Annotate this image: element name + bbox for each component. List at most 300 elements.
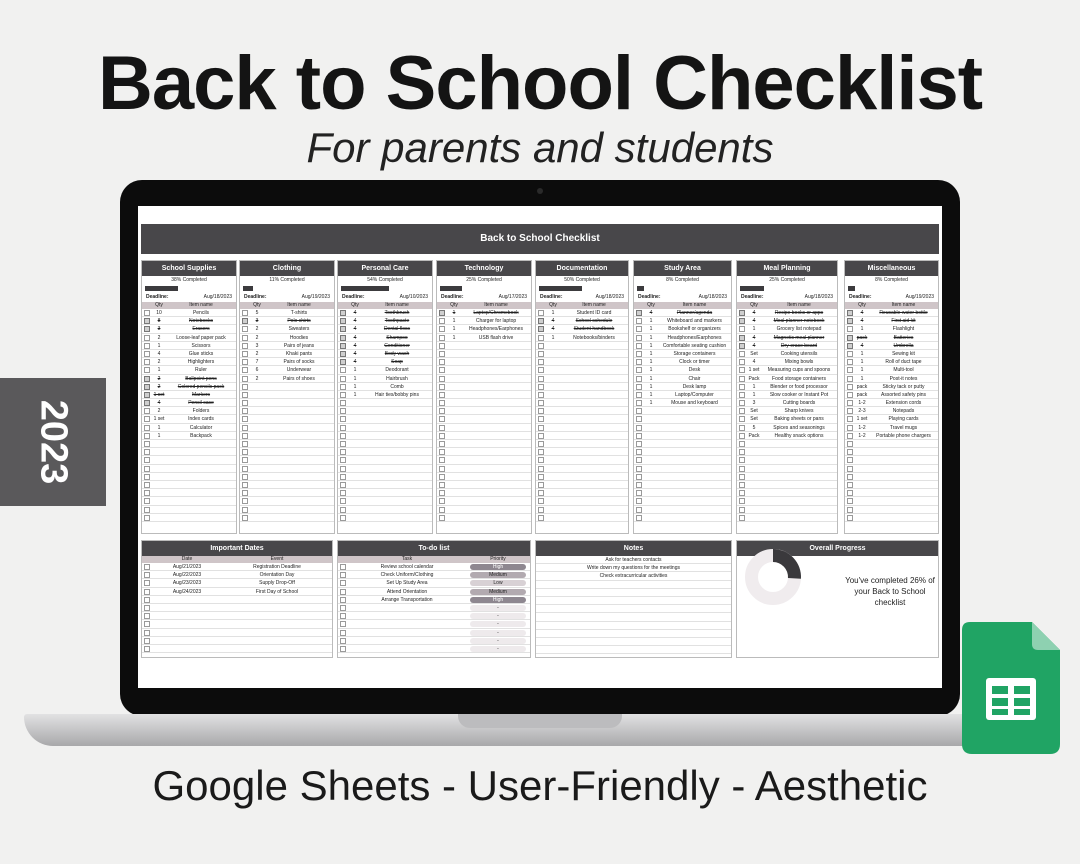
- item-checkbox[interactable]: [439, 367, 445, 373]
- item-checkbox[interactable]: [847, 326, 853, 332]
- item-checkbox[interactable]: [636, 335, 642, 341]
- date-checkbox[interactable]: [144, 646, 150, 652]
- item-checkbox[interactable]: [739, 310, 745, 316]
- item-checkbox[interactable]: [439, 376, 445, 382]
- item-checkbox[interactable]: [739, 457, 745, 463]
- item-checkbox[interactable]: [739, 482, 745, 488]
- deadline-value: Aug/19/2023: [301, 294, 330, 300]
- item-checkbox[interactable]: [242, 335, 248, 341]
- todo-checkbox[interactable]: [340, 589, 346, 595]
- item-checkbox[interactable]: [439, 441, 445, 447]
- item-checkbox[interactable]: [847, 433, 853, 439]
- item-name: [264, 432, 334, 439]
- item-checkbox[interactable]: [538, 490, 544, 496]
- item-checkbox[interactable]: [636, 376, 642, 382]
- item-name: [461, 383, 531, 390]
- item-checkbox[interactable]: [439, 310, 445, 316]
- item-checkbox[interactable]: [439, 351, 445, 357]
- todo-checkbox[interactable]: [340, 564, 346, 570]
- item-checkbox[interactable]: [847, 515, 853, 521]
- item-checkbox[interactable]: [739, 359, 745, 365]
- item-checkbox[interactable]: [739, 441, 745, 447]
- item-checkbox[interactable]: [242, 416, 248, 422]
- item-checkbox[interactable]: [739, 416, 745, 422]
- item-checkbox[interactable]: [636, 482, 642, 488]
- item-checkbox[interactable]: [847, 343, 853, 349]
- item-checkbox[interactable]: [144, 507, 150, 513]
- item-checkbox[interactable]: [739, 449, 745, 455]
- item-checkbox[interactable]: [439, 392, 445, 398]
- todo-checkbox[interactable]: [340, 638, 346, 644]
- date-checkbox[interactable]: [144, 630, 150, 636]
- item-checkbox[interactable]: [538, 376, 544, 382]
- item-checkbox[interactable]: [340, 335, 346, 341]
- overall-progress-panel: [736, 540, 939, 658]
- item-checkbox[interactable]: [847, 507, 853, 513]
- note-text: [536, 613, 731, 620]
- date-checkbox[interactable]: [144, 572, 150, 578]
- item-checkbox[interactable]: [242, 343, 248, 349]
- priority-badge[interactable]: High: [470, 597, 526, 603]
- checklist-row: [437, 366, 531, 374]
- item-checkbox[interactable]: [144, 498, 150, 504]
- item-checkbox[interactable]: [242, 482, 248, 488]
- item-qty: [348, 440, 362, 447]
- item-checkbox[interactable]: [739, 400, 745, 406]
- item-checkbox[interactable]: [636, 474, 642, 480]
- item-checkbox[interactable]: [439, 507, 445, 513]
- item-checkbox[interactable]: [538, 335, 544, 341]
- item-checkbox[interactable]: [636, 457, 642, 463]
- checklist-row: [142, 342, 236, 350]
- item-qty: [855, 465, 869, 472]
- item-checkbox[interactable]: [144, 425, 150, 431]
- item-checkbox[interactable]: [144, 384, 150, 390]
- item-checkbox[interactable]: [439, 384, 445, 390]
- item-name: [560, 506, 628, 513]
- item-checkbox[interactable]: [242, 392, 248, 398]
- item-checkbox[interactable]: [144, 376, 150, 382]
- item-checkbox[interactable]: [340, 376, 346, 382]
- item-checkbox[interactable]: [340, 441, 346, 447]
- item-checkbox[interactable]: [847, 474, 853, 480]
- item-checkbox[interactable]: [636, 351, 642, 357]
- priority-badge[interactable]: -: [470, 638, 526, 644]
- item-checkbox[interactable]: [739, 326, 745, 332]
- item-checkbox[interactable]: [847, 384, 853, 390]
- item-name: [658, 473, 731, 480]
- item-qty: 1: [649, 359, 653, 366]
- date-row: [142, 620, 332, 628]
- item-checkbox[interactable]: [144, 466, 150, 472]
- item-checkbox[interactable]: [439, 359, 445, 365]
- item-checkbox[interactable]: [636, 490, 642, 496]
- checklist-row: [737, 514, 837, 522]
- item-checkbox[interactable]: [340, 515, 346, 521]
- item-checkbox[interactable]: [242, 498, 248, 504]
- item-checkbox[interactable]: [847, 351, 853, 357]
- date-checkbox[interactable]: [144, 638, 150, 644]
- item-checkbox[interactable]: [538, 441, 544, 447]
- item-name: [362, 506, 432, 513]
- item-checkbox[interactable]: [538, 367, 544, 373]
- item-checkbox[interactable]: [739, 425, 745, 431]
- item-checkbox[interactable]: [144, 318, 150, 324]
- item-checkbox[interactable]: [847, 400, 853, 406]
- checklist-row: [845, 407, 938, 415]
- item-checkbox[interactable]: [538, 416, 544, 422]
- item-name: [461, 440, 531, 447]
- checklist-row: [845, 383, 938, 391]
- item-checkbox[interactable]: [636, 310, 642, 316]
- priority-badge[interactable]: -: [470, 613, 526, 619]
- item-checkbox[interactable]: [242, 507, 248, 513]
- item-checkbox[interactable]: [847, 498, 853, 504]
- item-checkbox[interactable]: [242, 515, 248, 521]
- item-checkbox[interactable]: [636, 400, 642, 406]
- todo-checkbox[interactable]: [340, 646, 346, 652]
- item-checkbox[interactable]: [636, 416, 642, 422]
- item-checkbox[interactable]: [340, 384, 346, 390]
- item-qty: 8: [157, 318, 161, 325]
- todo-checkbox[interactable]: [340, 580, 346, 586]
- category-title: Clothing: [240, 261, 334, 276]
- item-checkbox[interactable]: [847, 318, 853, 324]
- item-checkbox[interactable]: [439, 457, 445, 463]
- item-checkbox[interactable]: [636, 384, 642, 390]
- item-checkbox[interactable]: [847, 466, 853, 472]
- item-checkbox[interactable]: [847, 376, 853, 382]
- item-checkbox[interactable]: [242, 457, 248, 463]
- item-checkbox[interactable]: [242, 384, 248, 390]
- item-checkbox[interactable]: [144, 482, 150, 488]
- item-checkbox[interactable]: [242, 425, 248, 431]
- item-checkbox[interactable]: [340, 310, 346, 316]
- item-checkbox[interactable]: [439, 498, 445, 504]
- item-checkbox[interactable]: [340, 408, 346, 414]
- item-checkbox[interactable]: [739, 392, 745, 398]
- item-checkbox[interactable]: [144, 457, 150, 463]
- item-qty: [546, 448, 560, 455]
- item-checkbox[interactable]: [340, 457, 346, 463]
- item-checkbox[interactable]: [636, 433, 642, 439]
- item-checkbox[interactable]: [538, 449, 544, 455]
- checklist-row: [437, 358, 531, 366]
- item-checkbox[interactable]: [439, 326, 445, 332]
- item-checkbox[interactable]: [144, 416, 150, 422]
- item-checkbox[interactable]: [847, 441, 853, 447]
- item-checkbox[interactable]: [144, 474, 150, 480]
- item-checkbox[interactable]: [439, 449, 445, 455]
- item-checkbox[interactable]: [636, 449, 642, 455]
- item-checkbox[interactable]: [636, 515, 642, 521]
- item-checkbox[interactable]: [739, 318, 745, 324]
- item-checkbox[interactable]: [144, 351, 150, 357]
- item-name: [461, 366, 531, 373]
- item-checkbox[interactable]: [144, 515, 150, 521]
- item-checkbox[interactable]: [242, 310, 248, 316]
- item-qty: [447, 497, 461, 504]
- item-checkbox[interactable]: [636, 425, 642, 431]
- date-checkbox[interactable]: [144, 605, 150, 611]
- item-name: Underwear: [286, 367, 312, 374]
- item-checkbox[interactable]: [636, 441, 642, 447]
- priority-badge[interactable]: -: [470, 621, 526, 627]
- note-row: [536, 622, 731, 630]
- item-checkbox[interactable]: [538, 408, 544, 414]
- priority-badge[interactable]: Medium: [470, 572, 526, 578]
- item-checkbox[interactable]: [144, 449, 150, 455]
- item-checkbox[interactable]: [242, 408, 248, 414]
- item-checkbox[interactable]: [439, 425, 445, 431]
- item-checkbox[interactable]: [739, 515, 745, 521]
- item-checkbox[interactable]: [538, 498, 544, 504]
- item-checkbox[interactable]: [636, 498, 642, 504]
- item-checkbox[interactable]: [439, 335, 445, 341]
- checklist-row: [634, 465, 731, 473]
- item-checkbox[interactable]: [739, 351, 745, 357]
- checklist-row: [142, 358, 236, 366]
- item-checkbox[interactable]: [739, 433, 745, 439]
- item-checkbox[interactable]: [144, 441, 150, 447]
- item-checkbox[interactable]: [340, 482, 346, 488]
- item-checkbox[interactable]: [739, 498, 745, 504]
- checklist-row: [240, 481, 334, 489]
- item-checkbox[interactable]: [340, 351, 346, 357]
- item-checkbox[interactable]: [242, 441, 248, 447]
- item-checkbox[interactable]: [439, 482, 445, 488]
- item-checkbox[interactable]: [636, 466, 642, 472]
- todo-checkbox[interactable]: [340, 613, 346, 619]
- checklist-row: [437, 506, 531, 514]
- item-checkbox[interactable]: [847, 367, 853, 373]
- item-checkbox[interactable]: [636, 408, 642, 414]
- item-checkbox[interactable]: [242, 318, 248, 324]
- todo-checkbox[interactable]: [340, 597, 346, 603]
- item-checkbox[interactable]: [340, 474, 346, 480]
- item-checkbox[interactable]: [538, 433, 544, 439]
- item-checkbox[interactable]: [439, 474, 445, 480]
- item-checkbox[interactable]: [144, 408, 150, 414]
- item-checkbox[interactable]: [340, 498, 346, 504]
- item-name: [869, 481, 938, 488]
- item-checkbox[interactable]: [538, 400, 544, 406]
- completion-bar-track: [440, 286, 528, 291]
- item-checkbox[interactable]: [439, 466, 445, 472]
- item-checkbox[interactable]: [439, 318, 445, 324]
- item-checkbox[interactable]: [340, 507, 346, 513]
- item-qty: [644, 489, 658, 496]
- todo-task: Arrange Transportation: [381, 596, 433, 603]
- item-checkbox[interactable]: [739, 367, 745, 373]
- item-checkbox[interactable]: [439, 408, 445, 414]
- checklist-row: [536, 489, 628, 497]
- item-checkbox[interactable]: [847, 392, 853, 398]
- item-checkbox[interactable]: [340, 392, 346, 398]
- item-checkbox[interactable]: [340, 359, 346, 365]
- item-name: [560, 366, 628, 373]
- category-title: Miscellaneous: [845, 261, 938, 276]
- item-name: [362, 448, 432, 455]
- item-checkbox[interactable]: [340, 343, 346, 349]
- item-qty: [447, 358, 461, 365]
- item-checkbox[interactable]: [144, 433, 150, 439]
- date-checkbox[interactable]: [144, 580, 150, 586]
- item-qty: 1: [353, 391, 357, 398]
- item-checkbox[interactable]: [439, 343, 445, 349]
- item-checkbox[interactable]: [340, 466, 346, 472]
- item-checkbox[interactable]: [242, 367, 248, 373]
- item-checkbox[interactable]: [340, 449, 346, 455]
- item-checkbox[interactable]: [739, 490, 745, 496]
- item-checkbox[interactable]: [144, 326, 150, 332]
- item-checkbox[interactable]: [144, 343, 150, 349]
- item-checkbox[interactable]: [439, 400, 445, 406]
- item-checkbox[interactable]: [847, 482, 853, 488]
- item-checkbox[interactable]: [847, 457, 853, 463]
- date-row: [142, 563, 332, 571]
- item-checkbox[interactable]: [439, 490, 445, 496]
- item-checkbox[interactable]: [144, 392, 150, 398]
- item-qty: 2: [255, 334, 259, 341]
- item-qty: 4: [353, 326, 357, 333]
- item-checkbox[interactable]: [538, 343, 544, 349]
- item-checkbox[interactable]: [538, 425, 544, 431]
- item-checkbox[interactable]: [144, 310, 150, 316]
- item-checkbox[interactable]: [144, 359, 150, 365]
- item-checkbox[interactable]: [242, 474, 248, 480]
- item-checkbox[interactable]: [439, 433, 445, 439]
- item-checkbox[interactable]: [739, 376, 745, 382]
- note-text: [536, 605, 731, 612]
- item-checkbox[interactable]: [340, 367, 346, 373]
- item-checkbox[interactable]: [538, 384, 544, 390]
- item-checkbox[interactable]: [242, 449, 248, 455]
- todo-checkbox[interactable]: [340, 630, 346, 636]
- item-name: Desk lamp: [682, 383, 707, 390]
- item-checkbox[interactable]: [636, 367, 642, 373]
- todo-task: Review school calendar: [380, 564, 434, 570]
- priority-badge[interactable]: -: [470, 630, 526, 636]
- item-checkbox[interactable]: [847, 416, 853, 422]
- item-checkbox[interactable]: [242, 351, 248, 357]
- item-checkbox[interactable]: [636, 359, 642, 365]
- checklist-row: [240, 407, 334, 415]
- item-qty: [348, 399, 362, 406]
- item-checkbox[interactable]: [439, 416, 445, 422]
- item-checkbox[interactable]: [144, 367, 150, 373]
- date-checkbox[interactable]: [144, 621, 150, 627]
- item-checkbox[interactable]: [144, 490, 150, 496]
- item-name: Mouse and keyboard: [671, 400, 718, 407]
- priority-badge[interactable]: Low: [470, 580, 526, 586]
- priority-badge[interactable]: -: [470, 605, 526, 611]
- item-name: [264, 489, 334, 496]
- item-checkbox[interactable]: [847, 310, 853, 316]
- item-checkbox[interactable]: [538, 515, 544, 521]
- item-checkbox[interactable]: [847, 359, 853, 365]
- item-checkbox[interactable]: [242, 326, 248, 332]
- item-checkbox[interactable]: [739, 507, 745, 513]
- todo-checkbox[interactable]: [340, 605, 346, 611]
- item-checkbox[interactable]: [144, 335, 150, 341]
- item-checkbox[interactable]: [340, 400, 346, 406]
- item-checkbox[interactable]: [538, 351, 544, 357]
- item-checkbox[interactable]: [636, 507, 642, 513]
- item-checkbox[interactable]: [340, 490, 346, 496]
- item-checkbox[interactable]: [242, 376, 248, 382]
- item-checkbox[interactable]: [242, 433, 248, 439]
- item-checkbox[interactable]: [847, 335, 853, 341]
- item-checkbox[interactable]: [242, 466, 248, 472]
- checklist-row: [240, 465, 334, 473]
- item-checkbox[interactable]: [739, 466, 745, 472]
- todo-checkbox[interactable]: [340, 572, 346, 578]
- item-checkbox[interactable]: [538, 318, 544, 324]
- item-qty: [644, 506, 658, 513]
- item-checkbox[interactable]: [538, 310, 544, 316]
- checklist-row: [142, 432, 236, 440]
- date-checkbox[interactable]: [144, 564, 150, 570]
- item-qty: [348, 448, 362, 455]
- completion-percent: 54% Completed: [367, 277, 403, 283]
- item-name: Student handbook: [573, 326, 615, 333]
- item-checkbox[interactable]: [636, 343, 642, 349]
- priority-badge[interactable]: Medium: [470, 589, 526, 595]
- item-checkbox[interactable]: [242, 400, 248, 406]
- checklist-row: [437, 415, 531, 423]
- item-checkbox[interactable]: [538, 457, 544, 463]
- item-checkbox[interactable]: [538, 474, 544, 480]
- item-qty: 1: [860, 367, 864, 374]
- item-checkbox[interactable]: [538, 482, 544, 488]
- item-checkbox[interactable]: [538, 507, 544, 513]
- item-checkbox[interactable]: [242, 490, 248, 496]
- item-checkbox[interactable]: [739, 474, 745, 480]
- item-checkbox[interactable]: [636, 392, 642, 398]
- item-checkbox[interactable]: [538, 466, 544, 472]
- item-checkbox[interactable]: [439, 515, 445, 521]
- item-checkbox[interactable]: [847, 449, 853, 455]
- item-checkbox[interactable]: [636, 326, 642, 332]
- priority-badge[interactable]: -: [470, 646, 526, 652]
- date-checkbox[interactable]: [144, 597, 150, 603]
- item-checkbox[interactable]: [739, 384, 745, 390]
- item-checkbox[interactable]: [144, 400, 150, 406]
- item-checkbox[interactable]: [739, 335, 745, 341]
- item-checkbox[interactable]: [340, 318, 346, 324]
- item-checkbox[interactable]: [538, 392, 544, 398]
- item-checkbox[interactable]: [739, 343, 745, 349]
- item-checkbox[interactable]: [538, 326, 544, 332]
- item-checkbox[interactable]: [847, 425, 853, 431]
- priority-badge[interactable]: High: [470, 564, 526, 570]
- item-checkbox[interactable]: [340, 433, 346, 439]
- todo-checkbox[interactable]: [340, 621, 346, 627]
- item-checkbox[interactable]: [847, 490, 853, 496]
- item-checkbox[interactable]: [847, 408, 853, 414]
- item-checkbox[interactable]: [538, 359, 544, 365]
- date-checkbox[interactable]: [144, 589, 150, 595]
- date-checkbox[interactable]: [144, 613, 150, 619]
- completion-bar-track: [145, 286, 233, 291]
- item-checkbox[interactable]: [242, 359, 248, 365]
- item-checkbox[interactable]: [340, 425, 346, 431]
- item-checkbox[interactable]: [340, 326, 346, 332]
- item-checkbox[interactable]: [340, 416, 346, 422]
- item-checkbox[interactable]: [739, 408, 745, 414]
- item-checkbox[interactable]: [636, 318, 642, 324]
